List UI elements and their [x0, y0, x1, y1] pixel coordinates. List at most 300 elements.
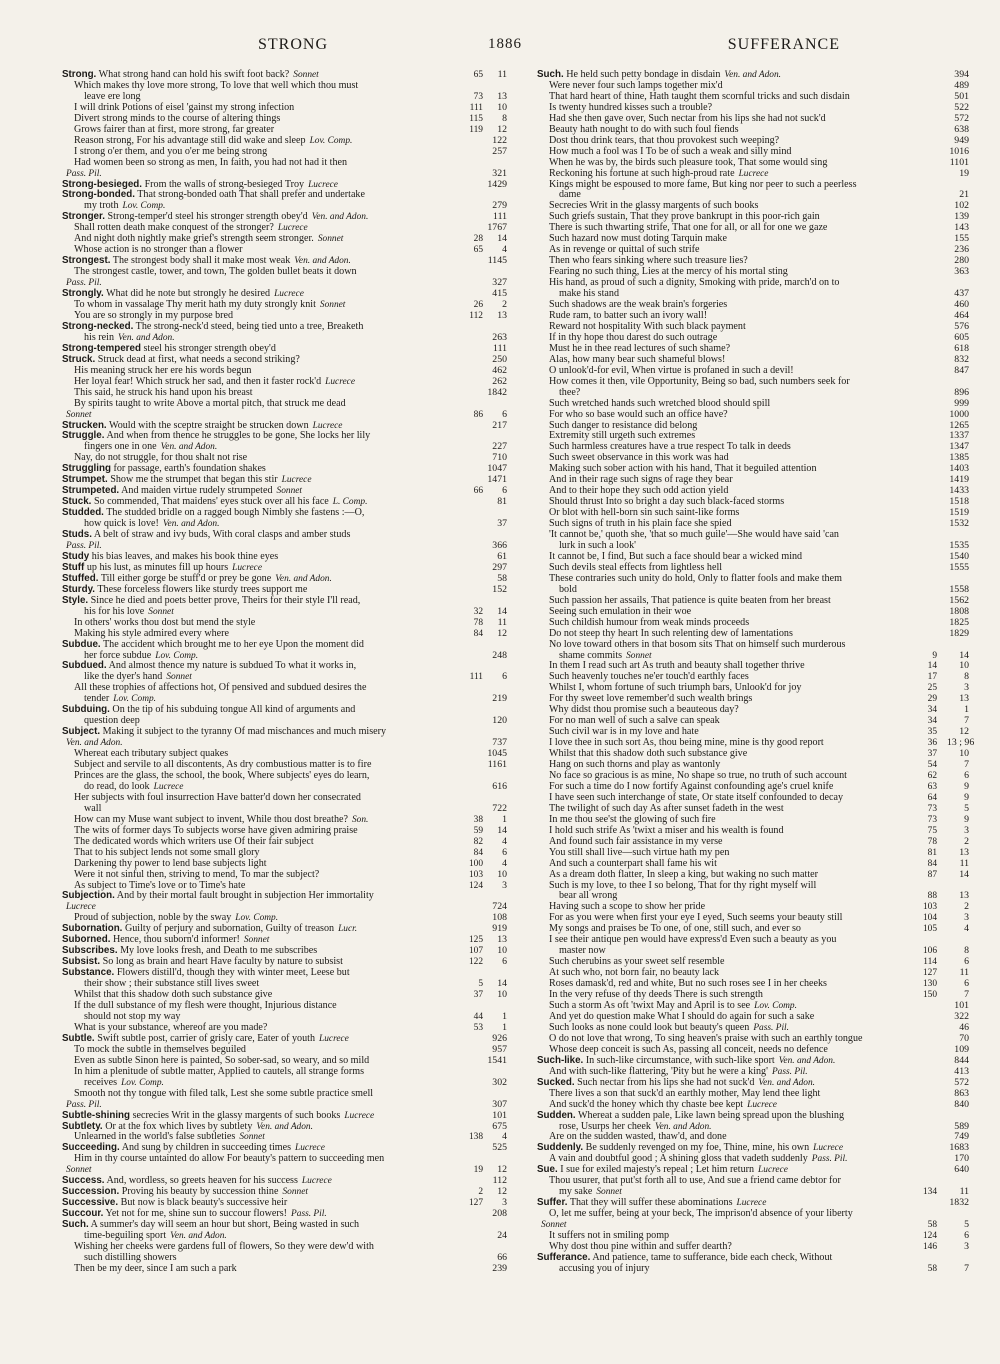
quotation-text: Would with the sceptre straight be strucken down: [109, 419, 309, 431]
sonnet-number: 138: [468, 1132, 483, 1143]
quotation-text: Darkening thy power to lend base subjects light: [74, 857, 267, 869]
line-reference: 9: [964, 791, 969, 803]
quotation-text: To whom in vassalage Thy merit hath my duty strongly knit: [74, 299, 316, 311]
header-right-word: SUFFERANCE: [727, 36, 840, 53]
line-reference: 6: [502, 956, 507, 968]
source-work: Lucrece: [813, 1143, 844, 1154]
line-reference: 4: [502, 244, 507, 256]
entry-line: [62, 530, 507, 541]
quotation-text: O unlook'd-for evil, When virtue is profaned in such a devil!: [549, 364, 794, 376]
line-reference: 1101: [949, 156, 969, 168]
quotation-text: Reason strong, For his advantage still did wake and sleep: [74, 134, 306, 146]
line-reference: 61: [497, 550, 507, 562]
quotation-text: Extremity still urgeth such extremes: [549, 430, 696, 442]
line-reference: 1532: [949, 518, 969, 530]
line-reference: 896: [954, 386, 969, 398]
quotation-text: Then who fears sinking where such treasure lies?: [549, 255, 748, 267]
quotation-text: I have seen such interchange of state, Or state itself confounded to decay: [549, 791, 844, 803]
line-reference: 576: [954, 320, 969, 332]
quotation-text: Hence, thou suborn'd informer!: [112, 934, 240, 946]
headword: Sturdy.: [62, 583, 96, 595]
headword: Strumpet.: [62, 474, 108, 486]
line-reference: 120: [492, 715, 507, 727]
quotation-text: Guilty of perjury and subornation, Guilty of treason: [124, 923, 335, 935]
line-reference: 6: [964, 956, 969, 968]
source-work: Pass. Pil.: [753, 1022, 789, 1033]
quotation-text: Her loyal fear! Which struck her sad, and then it faster rock'd: [74, 375, 322, 387]
quotation-text: And yet do question make What I should do again for such a sake: [549, 1010, 815, 1022]
headword: Strong-bonded.: [62, 189, 135, 201]
line-reference: 460: [954, 299, 969, 311]
quotation-text: bold: [559, 583, 577, 595]
quotation-text: And when from thence he struggles to be gone, She locks her lily: [106, 430, 371, 442]
entry-line: [62, 727, 507, 738]
headword: Strongest.: [62, 255, 111, 267]
line-reference: 1: [964, 704, 969, 716]
line-reference: 4: [502, 857, 507, 869]
quotation-text: Should thrust Into so bright a day such black-faced storms: [549, 496, 785, 508]
sonnet-number: 82: [473, 836, 483, 847]
quotation-text: If the dull substance of my flesh were thought, Injurious distance: [74, 1000, 337, 1012]
quotation-text: Then be my deer, since I am such a park: [74, 1262, 237, 1274]
line-reference: 12: [497, 627, 507, 639]
entry-line: [62, 1089, 507, 1100]
line-reference: 7: [964, 715, 969, 727]
source-work: Ven. and Adon.: [256, 1121, 313, 1132]
quotation-text: How comes it then, vile Opportunity, Being so bad, such numbers seek for: [549, 375, 850, 387]
sonnet-number: 88: [927, 891, 937, 902]
line-reference: 1429: [487, 178, 507, 190]
line-reference: 605: [954, 331, 969, 343]
quotation-text: secrecies Writ in the glassy margents of such books: [132, 1109, 341, 1121]
line-reference: 321: [492, 167, 507, 179]
headword: Study: [62, 550, 90, 562]
entry-line: [62, 158, 507, 169]
quotation-text: Had she then gave over, Such nectar from his lips she had not suck'd: [549, 112, 826, 124]
sonnet-number: 87: [927, 869, 937, 880]
quotation-text: Is twenty hundred kisses such a trouble?: [549, 101, 713, 113]
headword: Struggling: [62, 463, 111, 475]
line-reference: 101: [492, 1109, 507, 1121]
quotation-text: By spirits taught to write Above a mortal pitch, that struck me dead: [74, 397, 346, 409]
headword: Subdue.: [62, 638, 101, 650]
line-reference: 10: [959, 660, 969, 672]
quotation-text: Such heavenly touches ne'er touch'd earthly faces: [549, 671, 749, 683]
source-work: Lucrece: [295, 1143, 325, 1154]
sonnet-number: 125: [468, 935, 483, 946]
quotation-text: This said, he struck his hand upon his breast: [74, 386, 253, 398]
source-work: Ven. and Adon.: [170, 1231, 227, 1242]
headword: Studded.: [62, 507, 104, 519]
line-reference: 6: [964, 978, 969, 990]
sonnet-number: 127: [468, 1198, 483, 1209]
entry-line: [537, 1262, 969, 1275]
quotation-text: For such a time do I now fortify Against confounding age's cruel knife: [549, 780, 834, 792]
headword: Strong-necked.: [62, 320, 134, 332]
source-work: Sonnet: [596, 1187, 622, 1198]
line-reference: 21: [959, 189, 969, 201]
quotation-text: And sung by children in succeeding times: [121, 1142, 292, 1154]
quotation-text: Whereat each tributary subject quakes: [74, 748, 229, 760]
headword: Strong.: [62, 69, 97, 80]
source-work: Lov. Comp.: [122, 201, 166, 212]
source-work: Pass. Pil.: [291, 1209, 327, 1220]
line-reference: 1829: [949, 627, 969, 639]
entry-line: [62, 1154, 507, 1165]
quotation-text: And with such-like flattering, 'Pity but he were a king': [549, 1065, 768, 1077]
sonnet-number: 32: [473, 606, 483, 617]
quotation-text: Show me the strumpet that began this stir: [110, 474, 278, 486]
source-work: Ven. and Adon.: [311, 212, 369, 223]
source-work: Son.: [351, 814, 369, 825]
quotation-text: Such danger to resistance did belong: [549, 419, 698, 431]
quotation-text: Were it not sinful then, striving to mend, To mar the subject?: [74, 868, 320, 880]
headword: Sufferance.: [537, 1251, 591, 1263]
source-work: Sonnet: [243, 935, 270, 946]
quotation-text: Grows fairer than at first, more strong, far greater: [74, 123, 275, 135]
quotation-text: When he was by, the birds such pleasure took, That some would sing: [549, 156, 828, 168]
source-work: Sonnet: [239, 1132, 265, 1143]
line-reference: 1016: [949, 145, 969, 157]
source-work: Pass. Pil.: [66, 278, 102, 289]
sonnet-number: 122: [468, 957, 483, 968]
line-reference: 522: [954, 101, 969, 113]
headword: Strucken.: [62, 419, 107, 431]
source-work: Sonnet: [319, 300, 346, 311]
quotation-text: Such harmless creatures have a true respect To talk in deeds: [549, 441, 791, 453]
quotation-text: Which makes thy love more strong, To love that well which thou must: [74, 79, 359, 91]
quotation-text: You still shall live—such virtue hath my pen: [549, 846, 730, 858]
source-work: Ven. and Adon.: [724, 70, 781, 80]
quotation-text: shame commits: [559, 649, 623, 661]
headword: Subdued.: [62, 660, 107, 672]
line-reference: 10: [497, 101, 507, 113]
quotation-text: His meaning struck her ere his words begun: [74, 364, 252, 376]
headword: Success.: [62, 1175, 105, 1187]
line-reference: 4: [502, 1131, 507, 1143]
entry-line: [62, 793, 507, 804]
line-reference: 572: [954, 1076, 969, 1088]
quotation-text: These forceless flowers like sturdy trees support me: [97, 583, 308, 595]
line-reference: 1265: [949, 419, 969, 431]
line-reference: 1347: [949, 441, 969, 453]
quotation-text: Such devils steal effects from lightless hell: [549, 561, 723, 573]
quotation-text: Rude ram, to batter such an ivory wall!: [549, 309, 708, 321]
quotation-text: Struck dead at first, what needs a second striking?: [97, 353, 300, 365]
sonnet-number: 73: [473, 91, 483, 102]
line-reference: 139: [954, 211, 969, 223]
line-reference: 8: [964, 671, 969, 683]
source-work: Ven. and Adon.: [66, 738, 123, 749]
line-reference: 415: [492, 288, 507, 300]
line-reference: 1433: [949, 485, 969, 497]
line-reference: 589: [954, 1120, 969, 1132]
quotation-text: Be suddenly revenged on my foe, Thine, mine, his own: [585, 1142, 810, 1154]
line-reference: 2: [964, 835, 969, 847]
entry-line: [62, 683, 507, 694]
headword: Suddenly.: [537, 1142, 584, 1154]
quotation-text: Roses damask'd, red and white, But no such roses see I in her cheeks: [549, 978, 827, 990]
source-work: Lucrece: [747, 1099, 777, 1110]
quotation-text: O do not love that wrong, To sing heaven's praise with such an earthly tongue: [549, 1032, 863, 1044]
entry-line: [62, 399, 507, 410]
sonnet-number: 115: [469, 113, 483, 124]
line-reference: 464: [954, 309, 969, 321]
sonnet-number: 130: [922, 979, 937, 990]
quotation-text: tender: [84, 693, 110, 705]
quotation-text: Such cherubins as your sweet self resemble: [549, 956, 725, 968]
line-reference: 11: [959, 967, 969, 979]
line-reference: 3: [964, 912, 969, 924]
line-reference: 3: [964, 1240, 969, 1252]
line-reference: 112: [492, 1175, 507, 1187]
source-work: Lucrece: [66, 902, 96, 913]
line-reference: 14: [497, 605, 507, 617]
sonnet-number: 34: [927, 716, 937, 727]
headword: Stuck.: [62, 496, 92, 508]
line-reference: 11: [959, 1186, 969, 1198]
quotation-text: up his lust, as minutes fill up hours: [86, 561, 229, 573]
quotation-text: My love looks fresh, and Death to me subscribes: [120, 945, 318, 957]
quotation-text: Smooth not thy tongue with filed talk, Lest she some subtle practice smell: [74, 1087, 374, 1099]
source-work: Pass. Pil.: [66, 1099, 102, 1110]
line-reference: 3: [964, 824, 969, 836]
quotation-text: And night doth nightly make grief's strength seem stronger.: [74, 233, 314, 245]
quotation-text: His hand, as proud of such a dignity, Smoking with pride, march'd on to: [549, 277, 840, 289]
sonnet-number: 62: [927, 771, 937, 781]
quotation-text: Must he in thee read lectures of such shame?: [549, 342, 731, 354]
quotation-text: make his stand: [559, 288, 619, 300]
quotation-text: Reward not hospitality With such black payment: [549, 320, 746, 332]
line-reference: 1541: [487, 1054, 507, 1066]
page-header: [60, 36, 950, 62]
quotation-text: For no man well of such a salve can speak: [549, 715, 720, 727]
quotation-text: Such shadows are the weak brain's forgeries: [549, 299, 728, 311]
line-reference: 155: [954, 233, 969, 245]
quotation-text: Such wretched hands such wretched blood should spill: [549, 397, 771, 409]
headword: Substance.: [62, 967, 115, 979]
sonnet-number: 73: [927, 803, 937, 814]
quotation-text: Swift subtle post, carrier of grisly care, Eater of youth: [97, 1032, 315, 1044]
line-reference: 6: [964, 1230, 969, 1242]
quotation-text: Such civil war is in my love and hate: [549, 726, 699, 738]
quotation-text: How much a fool was I To be of such a weak and silly mind: [549, 145, 792, 157]
line-reference: 111: [493, 211, 507, 223]
line-reference: 6: [502, 408, 507, 420]
line-reference: 675: [492, 1120, 507, 1132]
source-work: Lucrece: [344, 1110, 375, 1121]
line-reference: 307: [492, 1098, 507, 1110]
line-reference: 844: [954, 1054, 969, 1066]
line-reference: 489: [954, 79, 969, 91]
quotation-text: From the walls of strong-besieged Troy: [144, 178, 305, 190]
quotation-text: his bias leaves, and makes his book thine eyes: [91, 550, 279, 562]
line-reference: 108: [492, 912, 507, 924]
entry-line: [62, 1264, 507, 1275]
headword: Stuffed.: [62, 572, 99, 584]
quotation-text: lurk in such a look': [559, 539, 636, 551]
quotation-text: Whereat a sudden pale, Like lawn being spread upon the blushing: [578, 1109, 845, 1121]
sonnet-number: 78: [927, 836, 937, 847]
line-reference: 2: [502, 299, 507, 311]
source-work: Lucrece: [325, 376, 356, 387]
line-reference: 7: [964, 759, 969, 771]
quotation-text: I will drink Potions of eisel 'gainst my strong infection: [74, 101, 295, 113]
quotation-text: fingers one in one: [84, 441, 157, 453]
line-reference: 170: [954, 1153, 969, 1165]
source-work: Lucrece: [312, 420, 343, 431]
quotation-text: Strong-temper'd steel his stronger strength obey'd: [107, 211, 308, 223]
line-reference: 1540: [949, 550, 969, 562]
quotation-text: Proving his beauty by succession thine: [121, 1186, 279, 1198]
sonnet-number: 37: [927, 749, 937, 760]
quotation-text: How can my Muse want subject to invent, While thou dost breathe?: [74, 813, 348, 825]
sonnet-number: 105: [922, 924, 937, 935]
line-reference: 19: [959, 167, 969, 179]
source-work: Sonnet: [541, 1220, 567, 1231]
line-reference: 840: [954, 1098, 969, 1110]
source-work: Lucrece: [153, 781, 184, 792]
line-reference: 1337: [949, 430, 969, 442]
source-work: Sonnet: [66, 1165, 92, 1176]
quotation-text: As in revenge or quittal of such strife: [549, 244, 700, 256]
quotation-text: You are so strongly in my purpose bred: [74, 309, 234, 321]
quotation-text: Such a storm As oft 'twixt May and April is to see: [549, 1000, 751, 1012]
quotation-text: For who so base would such an office have?: [549, 408, 728, 420]
line-reference: 250: [492, 353, 507, 365]
quotation-text: That to his subject lends not some small glory: [74, 846, 260, 858]
quotation-text: Yet not for me, shine sun to succour flowers!: [105, 1208, 288, 1220]
quotation-text: I hold such strife As 'twixt a miser and his wealth is found: [549, 824, 784, 836]
line-reference: 616: [492, 780, 507, 792]
source-work: Lucrece: [308, 179, 338, 190]
line-reference: 957: [492, 1043, 507, 1055]
source-work: Ven. and Adon.: [160, 442, 218, 453]
line-reference: 999: [954, 397, 969, 409]
quotation-text: There lives a son that suck'd an earthly mother, May lend thee light: [549, 1087, 821, 1099]
quotation-text: Such looks as none could look but beauty's queen: [549, 1021, 750, 1033]
quotation-text: do read, do look: [84, 780, 150, 792]
quotation-text: Whose action is no stronger than a flower: [74, 244, 243, 256]
source-work: Lucr.: [338, 924, 358, 935]
quotation-text: And maiden virtue rudely strumpeted: [121, 485, 273, 497]
sonnet-number: 75: [927, 825, 937, 836]
line-reference: 14: [497, 233, 507, 245]
headword: Succeeding.: [62, 1142, 120, 1154]
line-reference: 14: [959, 868, 969, 880]
quotation-text: He held such petty bondage in disdain: [566, 69, 721, 80]
sonnet-number: 2: [478, 1187, 483, 1198]
quotation-text: Such childish humour from weak minds proceeds: [549, 616, 750, 628]
quotation-text: steel his stronger strength obey'd: [143, 342, 276, 354]
line-reference: 13: [959, 693, 969, 705]
line-reference: 143: [954, 222, 969, 234]
sonnet-number: 104: [922, 913, 937, 924]
source-work: Sonnet: [626, 650, 652, 661]
sonnet-number: 54: [927, 760, 937, 771]
sonnet-number: 127: [922, 968, 937, 979]
quotation-text: Whose deep conceit is such As, passing all conceit, needs no defence: [549, 1043, 828, 1055]
sonnet-number: 84: [473, 628, 483, 639]
quotation-text: accusing you of injury: [559, 1262, 650, 1274]
sonnet-number: 44: [473, 1011, 483, 1022]
line-reference: 1519: [949, 507, 969, 519]
source-work: Lov. Comp.: [754, 1001, 797, 1012]
sonnet-number: 112: [469, 310, 483, 321]
sonnet-number: 58: [927, 1263, 937, 1274]
line-reference: 280: [954, 255, 969, 267]
entry-line: [62, 891, 507, 902]
quotation-text: Making his style admired every where: [74, 627, 230, 639]
line-reference: 14: [497, 824, 507, 836]
page-number: 1886: [488, 36, 522, 52]
quotation-text: The dedicated words which writers use Of their fair subject: [74, 835, 314, 847]
quotation-text: What did he note but strongly he desired: [106, 288, 271, 300]
entry-line: [62, 190, 507, 201]
source-work: Ven. and Adon.: [162, 519, 220, 530]
quotation-text: Nay, do not struggle, for thou shalt not rise: [74, 452, 248, 464]
quotation-text: And in their rage such signs of rage they bear: [549, 474, 733, 486]
sonnet-number: 124: [922, 1231, 937, 1242]
line-reference: 11: [497, 69, 507, 80]
line-reference: 638: [954, 123, 969, 135]
sonnet-number: 5: [478, 979, 483, 990]
quotation-text: The accident which brought me to her eye Upon the moment did: [103, 638, 364, 650]
source-work: Lucrece: [301, 1176, 332, 1187]
line-reference: 102: [954, 200, 969, 212]
quotation-text: her force subdue: [84, 649, 152, 661]
source-work: Pass. Pil.: [811, 1154, 848, 1165]
headword: Such.: [537, 69, 564, 80]
line-reference: 11: [497, 616, 507, 628]
line-reference: 6: [502, 485, 507, 497]
quotation-text: There is such thwarting strife, That one for all, or all for one we gaze: [549, 222, 828, 234]
line-reference: 4: [964, 923, 969, 935]
source-work: Ven. and Adon.: [758, 1077, 816, 1088]
source-work: Sonnet: [66, 409, 92, 420]
quotation-text: Such nectar from his lips she had not suck'd: [577, 1076, 755, 1088]
quotation-text: I strong o'er them, and you o'er me being strong: [74, 145, 268, 157]
quotation-text: Whilst I, whom fortune of such triumph bars, Unlook'd for joy: [549, 682, 802, 694]
line-reference: 81: [497, 496, 507, 508]
line-reference: 257: [492, 145, 507, 157]
line-reference: 9: [964, 780, 969, 792]
line-reference: 618: [954, 342, 969, 354]
headword: Such-like.: [537, 1054, 584, 1066]
line-reference: 1: [502, 1021, 507, 1033]
line-reference: 749: [954, 1131, 969, 1143]
headword: Studs.: [62, 529, 92, 541]
headword: Struck.: [62, 353, 96, 365]
headword: Subjection.: [62, 890, 115, 902]
quotation-text: Why dost thou pine within and suffer dearth?: [549, 1240, 732, 1252]
quotation-text: like the dyer's hand: [84, 671, 163, 683]
quotation-text: bear all wrong: [559, 890, 618, 902]
quotation-text: my sake: [559, 1186, 593, 1198]
quotation-text: wall: [84, 802, 102, 814]
sonnet-number: 65: [473, 245, 483, 256]
line-reference: 394: [954, 69, 969, 80]
quotation-text: The strongest body shall it make most weak: [112, 255, 291, 267]
quotation-text: Proud of subjection, noble by the sway: [74, 912, 232, 924]
quotation-text: Dost thou drink tears, that thou provokest such weeping?: [549, 134, 780, 146]
quotation-text: And almost thence my nature is subdued To what it works in,: [108, 660, 357, 672]
headword: Successive.: [62, 1197, 119, 1209]
quotation-text: Having such a scope to show her pride: [549, 901, 706, 913]
line-reference: 10: [959, 748, 969, 760]
line-reference: 1683: [949, 1142, 969, 1154]
quotation-text: Had women been so strong as men, In faith, you had not had it then: [74, 156, 348, 168]
